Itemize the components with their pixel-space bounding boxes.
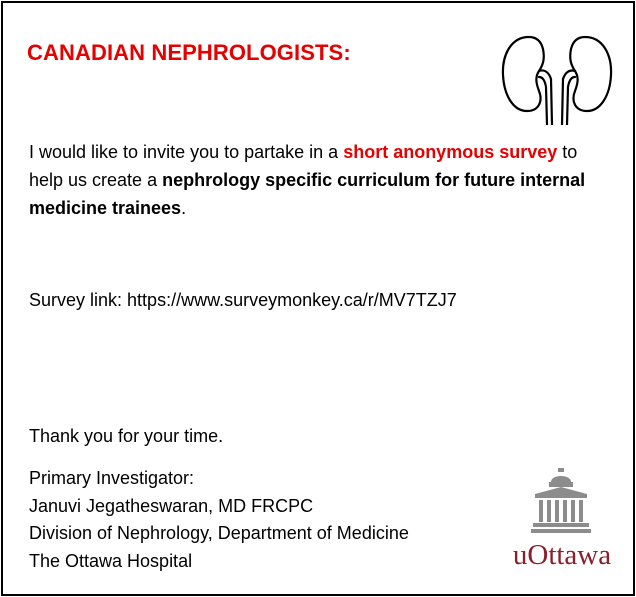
investigator-name: Januvi Jegatheswaran, MD FRCPC	[29, 495, 314, 516]
investigator-hospital: The Ottawa Hospital	[29, 550, 193, 571]
survey-link-label: Survey link:	[29, 290, 128, 310]
invitation-paragraph	[29, 138, 589, 222]
investigator-block	[29, 465, 409, 575]
curriculum-emphasis: nephrology specific curriculum for future internal medicine trainees	[29, 170, 586, 218]
survey-highlight: short anonymous survey	[343, 142, 558, 162]
page-title: CANADIAN NEPHROLOGISTS:	[27, 40, 351, 65]
uottawa-wordmark: uOttawa	[512, 539, 612, 571]
survey-invitation-card	[1, 1, 635, 596]
kidneys-icon	[499, 29, 615, 125]
uottawa-logo	[503, 466, 621, 578]
investigator-title: Primary Investigator:	[29, 468, 195, 488]
invite-text-3: .	[181, 198, 187, 218]
invite-text-2: to help us create a	[29, 142, 578, 190]
survey-link-url[interactable]: https://www.surveymonkey.ca/r/MV7TZJ7	[127, 290, 457, 310]
invite-text-1: I would like to invite you to partake in a	[29, 142, 344, 162]
survey-link-line	[29, 286, 457, 314]
university-building-icon	[531, 468, 591, 534]
investigator-division: Division of Nephrology, Department of Medicine	[29, 523, 409, 543]
thank-you-text: Thank you for your time.	[29, 426, 224, 446]
